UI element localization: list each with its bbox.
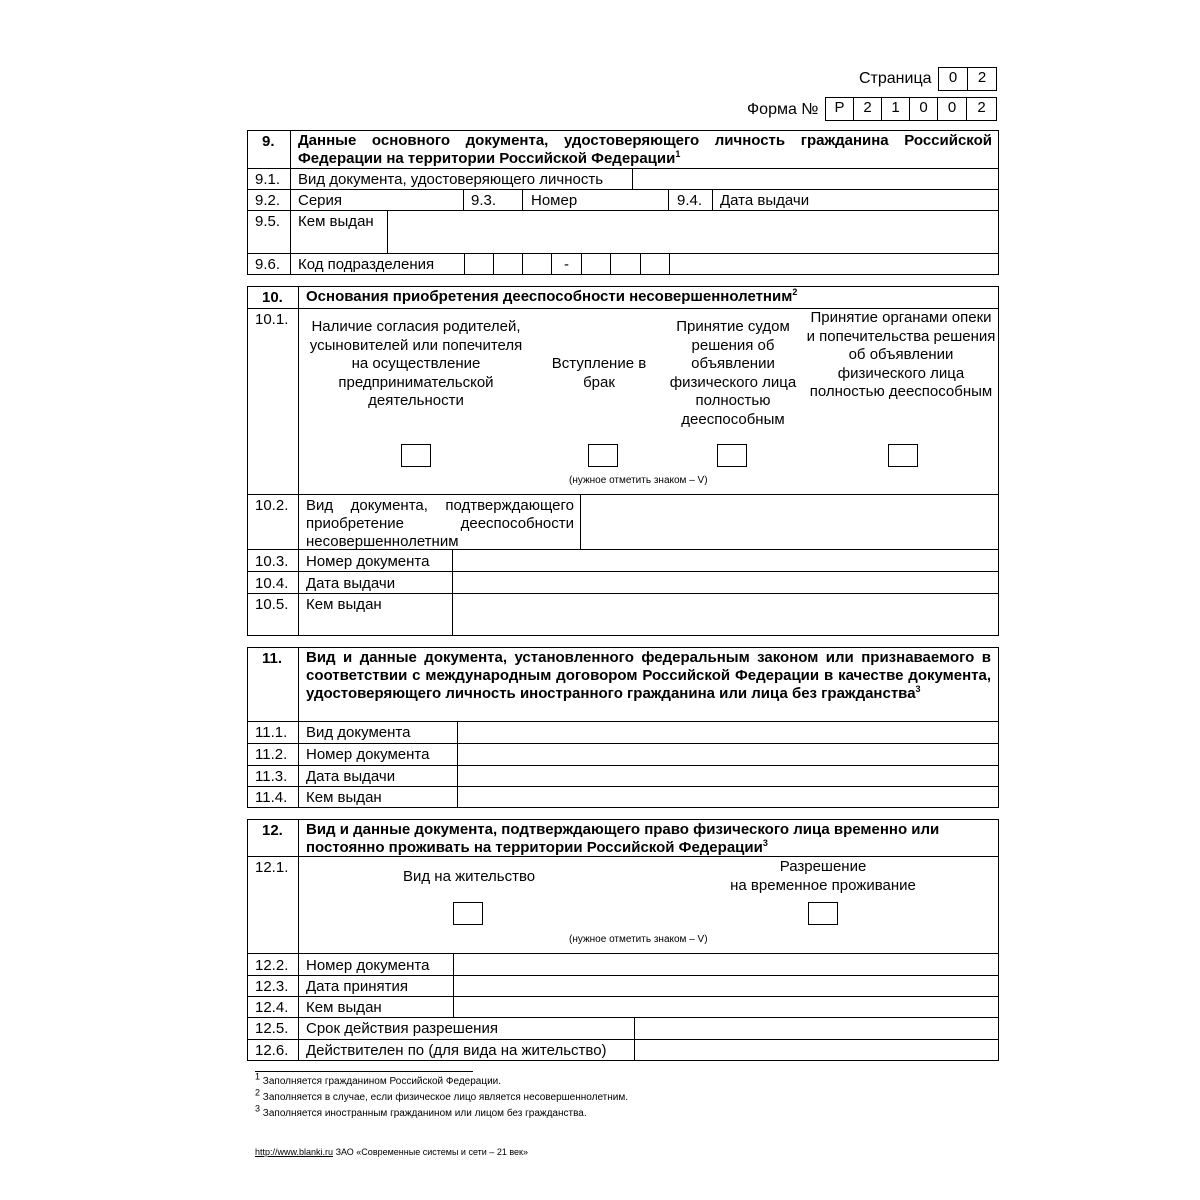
section-9-number: 9. [262,133,275,150]
row-number: 11.2. [255,746,288,763]
adoption-date-label: Дата принятия [306,978,409,995]
division-code-dash: - [564,256,569,273]
footer-company: ЗАО «Современные системы и сети – 21 век» [335,1147,528,1157]
issue-date-field[interactable] [453,572,998,592]
document-number-field[interactable] [453,550,998,570]
capacity-document-type-field[interactable] [581,495,998,548]
row-number: 10.3. [255,553,289,570]
document-number-field[interactable] [454,954,998,974]
issued-by-field[interactable] [453,594,998,635]
checkbox-court-decision[interactable] [717,444,747,467]
checkbox-guardianship-decision[interactable] [888,444,918,467]
page-digit-cell: 2 [967,67,997,91]
form-digit-cell: 0 [909,97,938,121]
footnote-separator [255,1071,473,1072]
row-number: 12.5. [255,1020,289,1037]
form-label: Форма № [747,101,819,118]
number-label: Номер [531,192,578,209]
permit-validity-field[interactable] [635,1018,998,1038]
row-number: 9.6. [255,256,281,273]
section-11-number: 11. [262,650,283,667]
checkbox-marriage[interactable] [588,444,618,467]
row-number: 12.2. [255,957,289,974]
option-temporary-residence-label-line2: на временное проживание [730,877,916,894]
option-parental-consent-label: Наличие согласия родителей, усыновителей или попечителя на осуществление предпринимательской деятельности [309,318,523,409]
checkbox-parental-consent[interactable] [401,444,431,467]
section-9-title: Данные основного документа, удостоверяющего личность гражданина Российской Федерации на территории Российской Федерации$^1$ [298,132,992,167]
row-number: 9.1. [255,171,281,188]
checkbox-hint: (нужное отметить знаком – V) [569,475,708,486]
adoption-date-field[interactable] [454,976,998,995]
issued-by-label: Кем выдан [298,213,374,230]
option-court-decision-label: Принятие судом решения об объявлении физического лица полностью дееспособным [669,318,797,428]
document-number-field[interactable] [458,744,998,764]
series-label: Серия [298,192,343,209]
checkbox-hint: (нужное отметить знаком – V) [569,934,708,945]
row-number: 9.3. [471,192,497,209]
section-12-title: Вид и данные документа, подтверждающего право физического лица временно или постоянно проживать на территории Российской Федерации$^3$ [306,821,940,856]
valid-until-field[interactable] [635,1040,998,1060]
form-digit-cell: Р [825,97,854,121]
row-number: 9.5. [255,213,281,230]
section-10-number: 10. [262,289,283,306]
row-number: 12.1. [255,859,289,876]
document-number-label: Номер документа [306,957,430,974]
option-guardianship-decision-label: Принятие органами опеки и попечительства решения об объявлении физического лица полностью дееспособным [806,309,996,400]
row-number: 12.6. [255,1042,289,1059]
division-code-label: Код подразделения [298,256,435,273]
issue-date-label: Дата выдачи [306,768,396,785]
checkbox-residence-permit[interactable] [453,902,483,925]
form-digit-cell: 1 [881,97,910,121]
issued-by-label: Кем выдан [306,596,382,613]
row-number: 12.4. [255,999,289,1016]
document-number-label: Номер документа [306,553,430,570]
footer-link[interactable]: http://www.blanki.ru [255,1147,334,1157]
row-number: 10.1. [255,311,289,328]
row-number: 12.3. [255,978,289,995]
form-digit-cell: 2 [966,97,997,121]
page-label: Страница [859,70,932,87]
footnote-3: $^3$ Заполняется иностранным гражданином или лицом без гражданства. [255,1103,587,1119]
row-number: 11.3. [255,768,288,785]
document-number-label: Номер документа [306,746,430,763]
issued-by-field[interactable] [454,997,998,1016]
issued-by-field[interactable] [458,787,998,807]
issued-by-label: Кем выдан [306,789,382,806]
document-type-label: Вид документа [306,724,411,741]
document-type-field[interactable] [633,169,998,188]
issued-by-field[interactable] [388,211,998,252]
row-number: 10.2. [255,497,289,514]
permit-validity-label: Срок действия разрешения [306,1020,498,1037]
option-temporary-residence-label-line1: Разрешение [779,858,867,875]
section-11-title: Вид и данные документа, установленного федеральным законом или признаваемого в соответствии с международным договором Российской Федерации в качестве документа, удостоверяющего личность иностранного гражданина или лица без гражданства$^3$ [306,649,991,702]
form-digit-cell: 2 [853,97,882,121]
row-number: 10.4. [255,575,289,592]
footnote-1: $^1$ Заполняется гражданином Российской Федерации. [255,1071,502,1087]
issue-date-label: Дата выдачи [306,575,396,592]
footnote-2: $^2$ Заполняется в случае, если физическое лицо является несовершеннолетним. [255,1087,629,1103]
row-number: 9.4. [677,192,703,209]
footer [255,1146,528,1158]
checkbox-temporary-residence[interactable] [808,902,838,925]
section-12-number: 12. [262,822,283,839]
valid-until-label: Действителен по (для вида на жительство) [306,1042,607,1059]
row-number: 11.4. [255,789,288,806]
option-residence-permit-label: Вид на жительство [403,868,536,885]
page-digit-cell: 0 [938,67,968,91]
document-type-field[interactable] [458,722,998,742]
issue-date-label: Дата выдачи [720,192,810,209]
row-number: 11.1. [255,724,288,741]
document-type-label: Вид документа, удостоверяющего личность [298,171,604,188]
row-number: 10.5. [255,596,289,613]
capacity-document-type-label: Вид документа, подтверждающего приобретение дееспособности несовершеннолетним [306,497,574,550]
option-marriage-label: Вступление в брак [551,355,647,391]
section-10-title: Основания приобретения дееспособности несовершеннолетним$^2$ [306,287,798,305]
form-digit-cell: 0 [937,97,967,121]
issue-date-field[interactable] [458,766,998,785]
row-number: 9.2. [255,192,281,209]
issued-by-label: Кем выдан [306,999,382,1016]
